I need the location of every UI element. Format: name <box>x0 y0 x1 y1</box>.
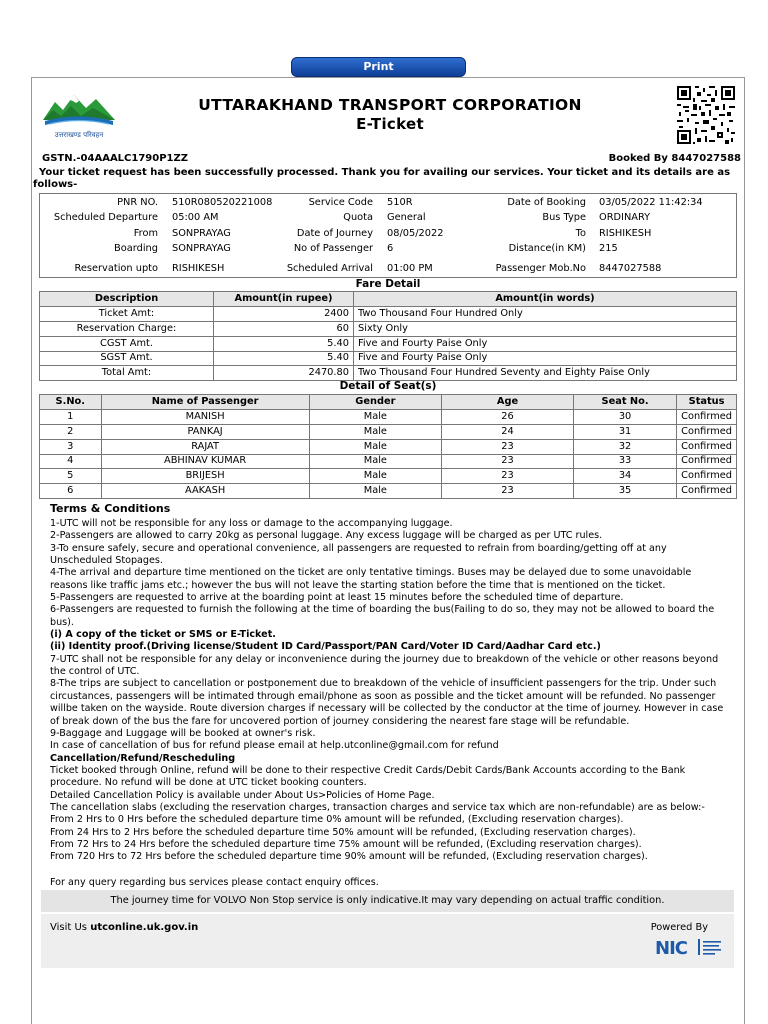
terms-line: 2-Passengers are allowed to carry 20kg as personal luggage. Any excess luggage will be charged as per UTC rules. <box>50 530 603 542</box>
seat-col-age: Age <box>442 395 574 410</box>
passenger-gender: Male <box>309 469 441 484</box>
fare-words: Five and Fourty Paise Only <box>354 336 737 351</box>
terms-line: 5-Passengers are requested to arrive at the boarding point at least 15 minutes before the scheduled time of departure. <box>50 592 624 604</box>
passenger-gender: Male <box>309 424 441 439</box>
res-upto-label: Reservation upto <box>74 263 158 274</box>
sched-dep-label: Scheduled Departure <box>53 212 158 223</box>
boarding-label: Boarding <box>114 243 158 254</box>
fare-row <box>40 306 737 321</box>
passenger-name: BRIJESH <box>101 469 309 484</box>
seat-status: Confirmed <box>677 454 737 469</box>
fare-amount: 5.40 <box>214 351 354 366</box>
terms-line: (ii) Identity proof.(Driving license/Student ID Card/Passport/PAN Card/Voter ID Card/Aadhar Card etc.) <box>50 641 601 653</box>
distance-label: Distance(in KM) <box>508 243 586 254</box>
seat-number: 30 <box>574 409 677 424</box>
seat-sno: 4 <box>40 454 102 469</box>
terms-line: From 72 Hrs to 24 Hrs before the scheduled departure time 75% amount will be refunded, (Excluding reservation charges). <box>50 838 642 850</box>
to-label: To <box>575 228 586 239</box>
journey-info-box <box>39 193 737 278</box>
seat-number: 33 <box>574 454 677 469</box>
sched-arr-value: 01:00 PM <box>387 263 433 274</box>
bus-type-label: Bus Type <box>542 212 586 223</box>
terms-line: 7-UTC shall not be responsible for any delay or inconvenience during the journey due to breakdown of the vehicle or other reasons beyond <box>50 653 719 665</box>
terms-line: 1-UTC will not be responsible for any loss or damage to the accompanying luggage. <box>50 518 453 529</box>
fare-header-row <box>40 292 737 307</box>
fare-words: Two Thousand Four Hundred Seventy and Eighty Paise Only <box>354 366 737 381</box>
passenger-age: 23 <box>442 469 574 484</box>
visit-link[interactable]: utconline.uk.gov.in <box>90 922 199 933</box>
footer-bar <box>41 914 734 968</box>
terms-line: Cancellation/Refund/Rescheduling <box>50 752 236 764</box>
seat-detail-title: Detail of Seat(s) <box>339 380 437 392</box>
seat-sno: 6 <box>40 484 102 499</box>
passenger-gender: Male <box>309 409 441 424</box>
terms-line: Detailed Cancellation Policy is available under About Us>Policies of Home Page. <box>50 789 435 801</box>
terms-line: 6-Passengers are requested to furnish the following at the time of boarding the bus(Failing to do so, they may not be allowed to board the <box>50 604 715 616</box>
passenger-age: 24 <box>442 424 574 439</box>
fare-amount: 2470.80 <box>214 366 354 381</box>
nic-logo-line3 <box>703 949 721 951</box>
terms-line: procedure. No refund will be done at UTC ticket booking counters. <box>50 777 367 789</box>
passenger-name: ABHINAV KUMAR <box>101 454 309 469</box>
visit-us <box>50 922 198 935</box>
passenger-name: MANISH <box>101 409 309 424</box>
terms-line: bus). <box>50 616 74 628</box>
service-code-value: 510R <box>387 197 413 208</box>
terms-line: 3-To ensure safely, secure and operational convenience, all passengers are requested to refrain from boarding/getting off at any <box>50 542 667 554</box>
passenger-age: 23 <box>442 484 574 499</box>
sched-dep-value: 05:00 AM <box>172 212 219 223</box>
service-code-label: Service Code <box>308 197 373 208</box>
to-value: RISHIKESH <box>599 228 652 239</box>
nic-logo-line2 <box>703 945 719 947</box>
seat-row <box>40 469 737 484</box>
booking-date-value: 03/05/2022 11:42:34 <box>599 197 703 208</box>
powered-by: Powered By <box>650 922 708 933</box>
fare-description: CGST Amt. <box>40 336 214 351</box>
terms-heading: Terms & Conditions <box>50 502 171 515</box>
terms-line: the control of UTC. <box>50 666 140 678</box>
seat-col-seat: Seat No. <box>574 395 677 410</box>
corporation-title: UTTARAKHAND TRANSPORT CORPORATION <box>198 96 582 114</box>
fare-row <box>40 351 737 366</box>
seat-col-sno: S.No. <box>40 395 102 410</box>
seat-number: 35 <box>574 484 677 499</box>
fare-amount: 2400 <box>214 306 354 321</box>
passenger-name: RAJAT <box>101 439 309 454</box>
query-note: For any query regarding bus services please contact enquiry offices. <box>50 877 379 888</box>
terms-line: of break down of the bus the fare for uncovered portion of journey considering the nearest fare stage will be refundable. <box>50 715 630 727</box>
passenger-age: 23 <box>442 439 574 454</box>
from-value: SONPRAYAG <box>172 228 231 239</box>
visit-prefix: Visit Us <box>50 922 88 933</box>
fare-detail-title: Fare Detail <box>355 278 421 290</box>
fare-row <box>40 366 737 381</box>
seat-sno: 1 <box>40 409 102 424</box>
seat-row <box>40 409 737 424</box>
passenger-gender: Male <box>309 439 441 454</box>
terms-line: circustances, passengers will be intimated through email/phone as soon as possible and the ticket amount will be refunded. No passenger <box>50 690 716 702</box>
passengers-value: 6 <box>387 243 394 254</box>
passenger-name: AAKASH <box>101 484 309 499</box>
seat-row <box>40 424 737 439</box>
terms-line: In case of cancellation of bus for refund please email at help.utconline@gmail.com for refund <box>50 740 499 752</box>
mobile-value: 8447027588 <box>599 263 662 274</box>
fare-description: SGST Amt. <box>40 351 214 366</box>
boarding-value: SONPRAYAG <box>172 243 231 254</box>
seat-header-row <box>40 395 737 410</box>
fare-words: Five and Fourty Paise Only <box>354 351 737 366</box>
eticket-title: E-Ticket <box>356 115 424 133</box>
passenger-gender: Male <box>309 484 441 499</box>
terms-line: From 24 Hrs to 2 Hrs before the scheduled departure time 50% amount will be refunded, (Excluding reservation charges). <box>50 826 636 838</box>
seat-col-name: Name of Passenger <box>101 395 309 410</box>
quota-label: Quota <box>343 212 373 223</box>
seat-sno: 2 <box>40 424 102 439</box>
fare-col-amount: Amount(in rupee) <box>214 292 354 307</box>
fare-words: Sixty Only <box>354 321 737 336</box>
terms-line: willbe taken on the wayside. Route diversion charges if necessary will be collected by the conductor at the time of journey. However in case <box>50 703 724 715</box>
seat-row <box>40 439 737 454</box>
nic-logo-text: NIC <box>655 938 687 958</box>
mobile-label: Passenger Mob.No <box>495 263 586 274</box>
fare-description: Reservation Charge: <box>40 321 214 336</box>
fare-description: Ticket Amt: <box>40 306 214 321</box>
terms-body <box>50 518 740 864</box>
passengers-label: No of Passenger <box>293 243 373 254</box>
seat-status: Confirmed <box>677 424 737 439</box>
terms-line: Unscheduled Stopages. <box>50 555 163 567</box>
seat-status: Confirmed <box>677 484 737 499</box>
booked-by: Booked By 8447027588 <box>608 153 741 164</box>
terms-line: reasons like traffic jams etc.; however the bus will not leave the starting station before the time that is mentioned on the ticket. <box>50 579 666 591</box>
intro-message: Your ticket request has been successfully processed. Thank you for availing our services. Your ticket and its details are as follows- <box>33 167 731 190</box>
journey-date-value: 08/05/2022 <box>387 228 444 239</box>
bus-type-value: ORDINARY <box>599 212 651 223</box>
gstn-number: GSTN.-04AAALC1790P1ZZ <box>42 153 189 164</box>
fare-words: Two Thousand Four Hundred Only <box>354 306 737 321</box>
fare-description: Total Amt: <box>40 366 214 381</box>
seat-number: 34 <box>574 469 677 484</box>
terms-line: Ticket booked through Online, refund will be done to their respective Credit Cards/Debit Cards/Bank Accounts according to the Bank <box>50 764 686 776</box>
seat-table <box>39 394 737 499</box>
seat-number: 31 <box>574 424 677 439</box>
fare-amount: 60 <box>214 321 354 336</box>
distance-value: 215 <box>599 243 618 254</box>
seat-status: Confirmed <box>677 409 737 424</box>
terms-line: The cancellation slabs (excluding the reservation charges, transaction charges and service tax which are non-refundable) are as below:- <box>50 801 705 813</box>
fare-row <box>40 321 737 336</box>
passenger-gender: Male <box>309 454 441 469</box>
quota-value: General <box>387 212 426 223</box>
nic-logo-bar <box>698 939 700 955</box>
booking-date-label: Date of Booking <box>507 197 586 208</box>
logo-caption: उत्तराखण्ड परिवहन <box>54 131 104 139</box>
qr-code <box>675 84 737 146</box>
terms-line: 9-Baggage and Luggage will be booked at owner's risk. <box>50 727 316 739</box>
res-upto-value: RISHIKESH <box>172 263 225 274</box>
seat-number: 32 <box>574 439 677 454</box>
terms-line: (i) A copy of the ticket or SMS or E-Ticket. <box>50 629 276 641</box>
sched-arr-label: Scheduled Arrival <box>286 263 373 274</box>
passenger-age: 23 <box>442 454 574 469</box>
from-label: From <box>133 228 158 239</box>
seat-status: Confirmed <box>677 439 737 454</box>
passenger-name: PANKAJ <box>101 424 309 439</box>
seat-col-status: Status <box>677 395 737 410</box>
fare-amount: 5.40 <box>214 336 354 351</box>
terms-line: 8-The trips are subject to cancellation or postponement due to breakdown of the vehicle of insufficient passengers for the trip. Under such <box>50 678 717 690</box>
print-button[interactable]: Print <box>291 57 466 77</box>
fare-row <box>40 336 737 351</box>
seat-sno: 5 <box>40 469 102 484</box>
terms-line: 4-The arrival and departure time mentioned on the ticket are only tentative timings. Buses may be delayed due to some unavoidable <box>50 567 692 579</box>
seat-sno: 3 <box>40 439 102 454</box>
nic-logo <box>654 936 724 958</box>
nic-logo-line4 <box>703 953 715 955</box>
journey-date-label: Date of Journey <box>296 228 373 239</box>
fare-col-words: Amount(in words) <box>354 292 737 307</box>
fare-table <box>39 291 737 381</box>
terms-line: From 2 Hrs to 0 Hrs before the scheduled departure time 0% amount will be refunded, (Excluding reservation charges). <box>50 814 624 826</box>
seat-row <box>40 454 737 469</box>
fare-col-description: Description <box>40 292 214 307</box>
nic-logo-line1 <box>703 941 721 943</box>
utc-logo <box>41 90 117 142</box>
pnr-label: PNR NO. <box>117 197 158 208</box>
passenger-age: 26 <box>442 409 574 424</box>
pnr-value: 510R080520221008 <box>172 197 273 208</box>
terms-line: From 720 Hrs to 72 Hrs before the scheduled departure time 90% amount will be refunded, (Excluding reservation charges). <box>50 851 648 863</box>
volvo-note: The journey time for VOLVO Non Stop service is only indicative.It may vary depending on actual traffic condition. <box>41 890 734 912</box>
seat-col-gender: Gender <box>309 395 441 410</box>
seat-row <box>40 484 737 499</box>
seat-status: Confirmed <box>677 469 737 484</box>
